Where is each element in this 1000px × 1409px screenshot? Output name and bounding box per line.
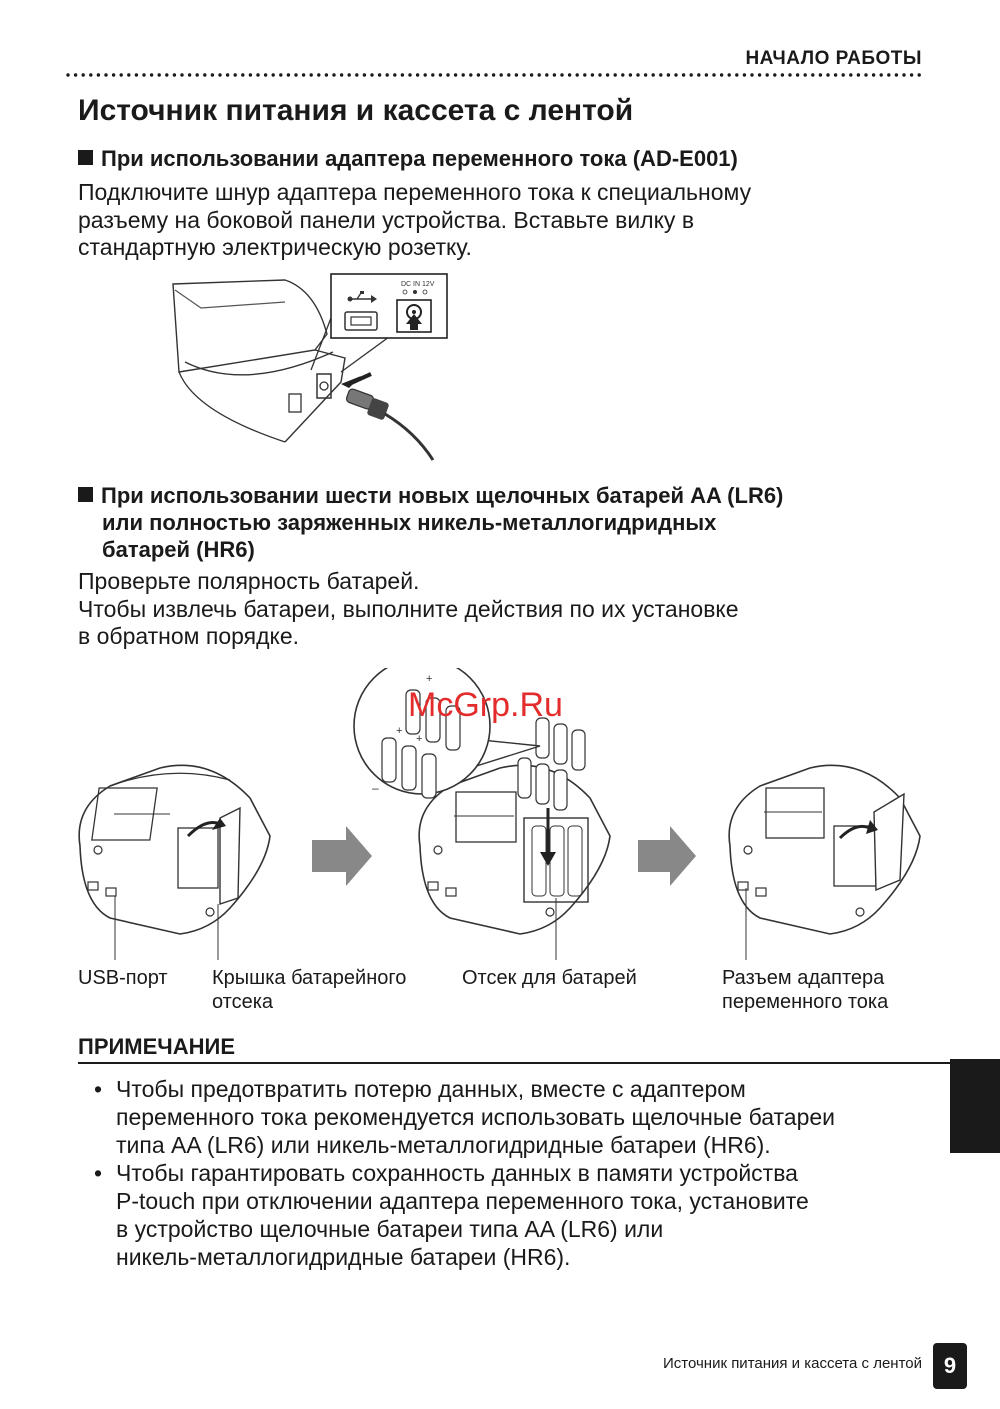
device-illustration-battery-compartment — [419, 765, 610, 934]
svg-text:+: + — [416, 733, 423, 745]
note-divider — [78, 1062, 950, 1064]
battery-compartment-label: Отсек для батарей — [462, 967, 637, 989]
chapter-tab — [950, 1059, 1000, 1153]
adapter-connection-figure — [165, 272, 455, 464]
list-item: • Чтобы гарантировать сохранность данных в памяти устройства P-touch при отключении адаптера переменного тока, установите в устройство щелочные батареи типа AA (LR6) или никель-металлогидридные батареи (HR6). — [94, 1160, 809, 1270]
section-header: НАЧАЛО РАБОТЫ — [745, 48, 922, 69]
bullet-icon: • — [94, 1076, 103, 1102]
svg-text:+: + — [396, 725, 403, 737]
usb-port-label: USB-порт — [78, 967, 168, 989]
battery-heading: При использовании шести новых щелочных батарей AA (LR6) или полностью заряженных никель-металлогидридных батарей (HR6) — [78, 482, 783, 563]
battery-cover-label: Крышка батарейного отсека — [212, 967, 407, 1013]
device-illustration-closed-cover — [729, 765, 920, 934]
adapter-heading: При использовании адаптера переменного тока (AD-E001) — [78, 145, 738, 172]
note-title: ПРИМЕЧАНИЕ — [78, 1034, 236, 1059]
battery-instructions: Проверьте полярность батарей. Чтобы извлечь батареи, выполните действия по их установке в обратном порядке. — [78, 568, 739, 649]
adapter-connector-label: Разъем адаптера переменного тока — [722, 967, 889, 1013]
next-step-arrow-icon — [312, 826, 372, 886]
watermark: McGrp.Ru — [408, 686, 563, 724]
list-item: • Чтобы предотвратить потерю данных, вместе с адаптером переменного тока рекомендуется использовать щелочные батареи типа AA (LR6) или никель-металлогидридные батареи (HR6). — [94, 1076, 836, 1158]
page-number: 9 — [933, 1343, 967, 1389]
note-list — [92, 1075, 932, 1271]
svg-text:–: – — [372, 781, 379, 795]
adapter-instructions: Подключите шнур адаптера переменного тока к специальному разъему на боковой панели устройства. Вставьте вилку в стандартную электрическую розетку. — [78, 179, 752, 260]
device-illustration-open-cover — [79, 765, 270, 934]
next-step-arrow-icon — [638, 826, 696, 886]
battery-installation-figure — [70, 668, 930, 960]
dc-in-label: DC IN 12V — [401, 281, 435, 288]
svg-text:+: + — [426, 673, 433, 685]
square-bullet-icon — [78, 487, 93, 502]
square-bullet-icon — [78, 150, 93, 165]
dotted-divider — [66, 68, 922, 82]
bullet-icon: • — [94, 1160, 103, 1186]
footer-section-title: Источник питания и кассета с лентой — [662, 1355, 922, 1372]
page-title: Источник питания и кассета с лентой — [78, 94, 634, 127]
